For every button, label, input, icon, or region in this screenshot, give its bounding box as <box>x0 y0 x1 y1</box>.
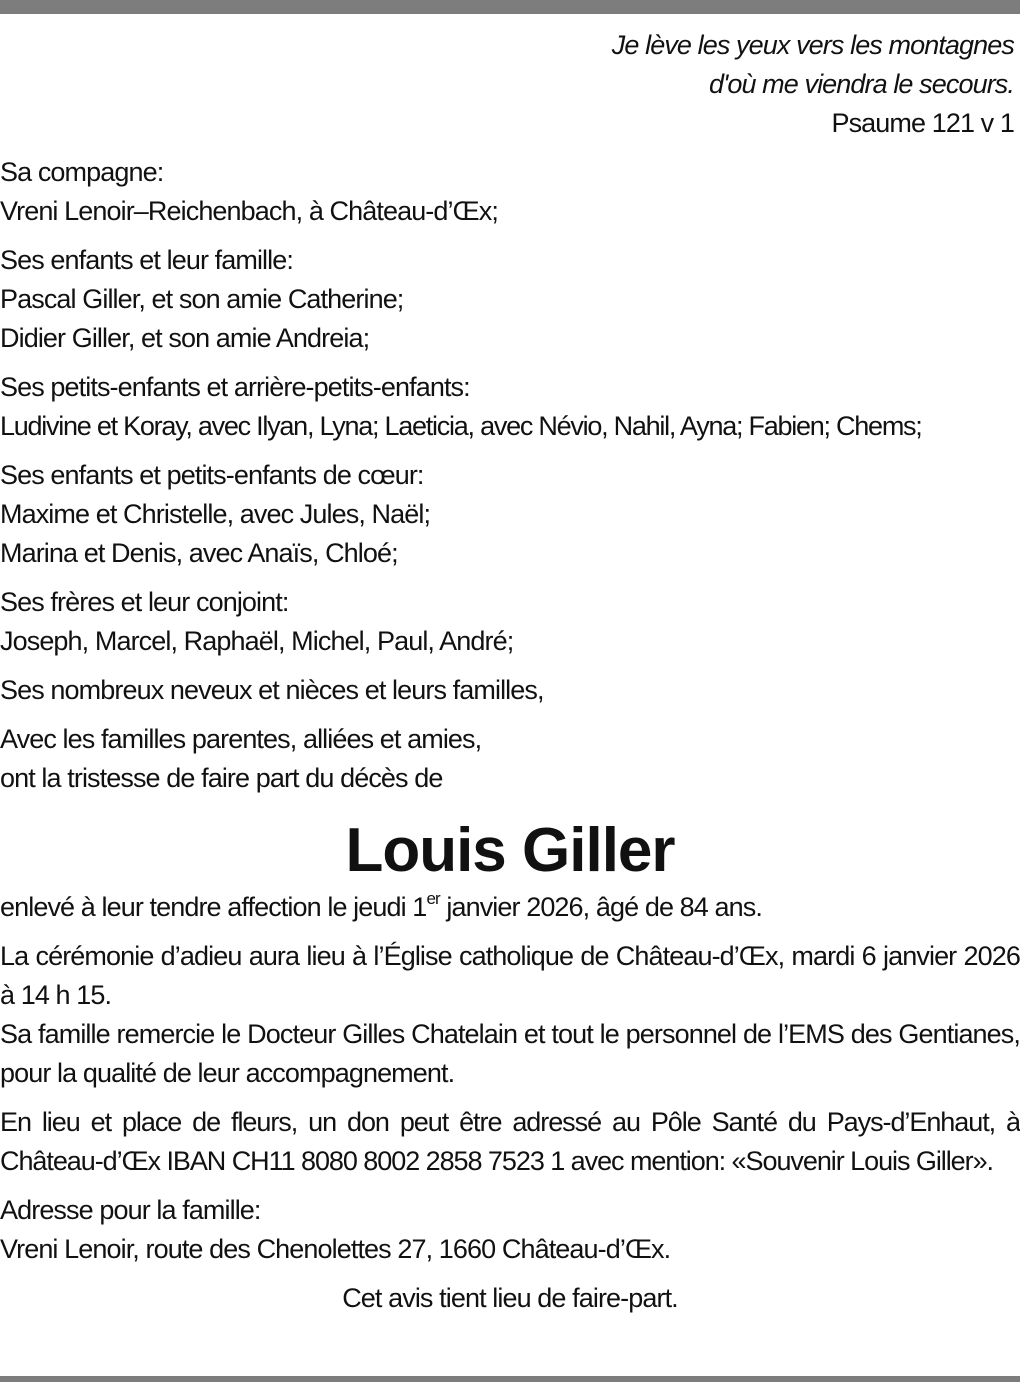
death-notice-text: enlevé à leur tendre affection le jeudi 1 <box>0 892 427 922</box>
family-group-heading: Ses enfants et leur famille: <box>0 245 293 275</box>
announcement-line: ont la tristesse de faire part du décès de <box>0 763 443 793</box>
donation-paragraph: En lieu et place de fleurs, un don peut être adressé au Pôle Santé du Pays-d’Enhaut, à Château-d’Œx IBAN CH11 8080 8002 2858 7523 1 avec mention: «Souvenir Louis Giller». <box>0 1107 1020 1176</box>
bottom-rule <box>0 1376 1020 1382</box>
family-member-line: Joseph, Marcel, Raphaël, Michel, Paul, André; <box>0 626 514 656</box>
family-group-heading: Ses frères et leur conjoint: <box>0 587 289 617</box>
family-group-heart-children <box>0 456 1020 573</box>
family-member-line: Marina et Denis, avec Anaïs, Chloé; <box>0 538 398 568</box>
family-group-heading: Ses enfants et petits-enfants de cœur: <box>0 460 424 490</box>
family-group-children <box>0 241 1020 358</box>
family-group-siblings <box>0 583 1020 661</box>
family-address <box>0 1191 1020 1269</box>
family-member-line: Ludivine et Koray, avec Ilyan, Lyna; Laeticia, avec Névio, Nahil, Ayna; Fabien; Chems; <box>0 411 922 441</box>
deceased-name: Louis Giller <box>345 816 675 885</box>
closing-note: Cet avis tient lieu de faire-part. <box>342 1283 678 1313</box>
family-member-line: Pascal Giller, et son amie Catherine; <box>0 284 404 314</box>
family-member-line: Didier Giller, et son amie Andreia; <box>0 323 370 353</box>
epigraph <box>0 26 1020 143</box>
family-member-line: Vreni Lenoir–Reichenbach, à Château-d’Œx; <box>0 196 498 226</box>
epigraph-line: d'où me viendra le secours. <box>708 69 1014 99</box>
ordinal-suffix: er <box>426 889 440 908</box>
address-heading: Adresse pour la famille: <box>0 1195 261 1225</box>
address-line: Vreni Lenoir, route des Chenolettes 27, 1660 Château-d’Œx. <box>0 1234 671 1264</box>
thanks-paragraph: Sa famille remercie le Docteur Gilles Chatelain et tout le personnel de l’EMS des Gentianes, pour la qualité de leur accompagnement. <box>0 1019 1020 1088</box>
family-group-grandchildren <box>0 368 1020 446</box>
family-group-heading: Sa compagne: <box>0 157 164 187</box>
announcement <box>0 720 1020 798</box>
death-notice-text: janvier 2026, âgé de 84 ans. <box>439 892 762 922</box>
death-notice <box>0 888 1020 927</box>
family-member-line: Maxime et Christelle, avec Jules, Naël; <box>0 499 431 529</box>
epigraph-line: Je lève les yeux vers les montagnes <box>611 30 1014 60</box>
top-rule <box>0 0 1020 14</box>
family-group-heading: Ses petits-enfants et arrière-petits-enfants: <box>0 372 470 402</box>
obituary-notice <box>0 26 1020 1318</box>
family-group-partner <box>0 153 1020 231</box>
family-group-heading: Ses nombreux neveux et nièces et leurs familles, <box>0 675 544 705</box>
epigraph-reference: Psaume 121 v 1 <box>831 108 1014 138</box>
family-group-nephews <box>0 671 1020 710</box>
ceremony-paragraph: La cérémonie d’adieu aura lieu à l’Église catholique de Château-d’Œx, mardi 6 janvier 2026 à 14 h 15. <box>0 941 1020 1010</box>
announcement-line: Avec les familles parentes, alliées et amies, <box>0 724 482 754</box>
